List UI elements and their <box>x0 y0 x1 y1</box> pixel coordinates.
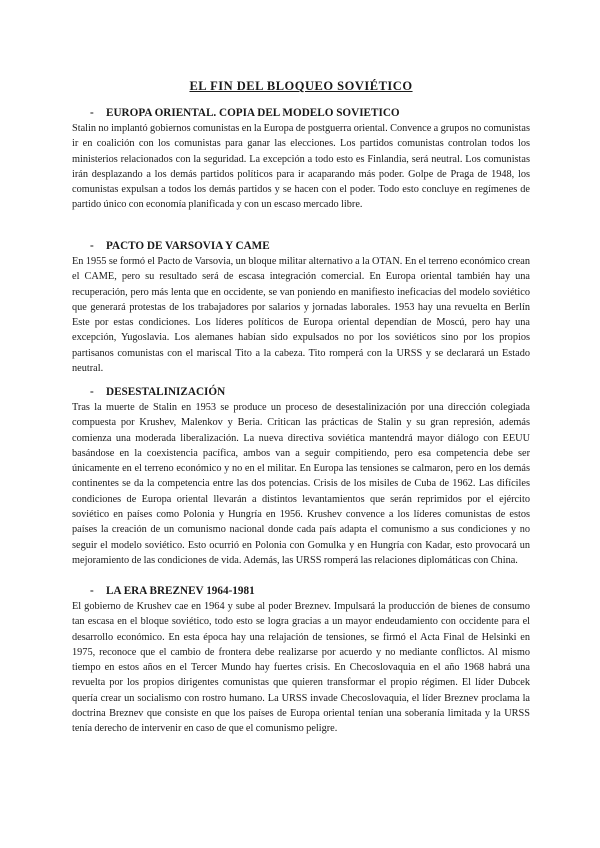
section-heading <box>72 385 530 400</box>
section-europa-oriental <box>72 106 530 213</box>
section-heading <box>72 584 530 599</box>
section-pacto-varsovia <box>72 239 530 376</box>
section-paragraph: En 1955 se formó el Pacto de Varsovia, un bloque militar alternativo a la OTAN. En el terreno económico crean el CAME, pero su resultado será de escasa integración comercial. En Europa oriental también hay una recuperación, pero más lenta que en occidente, se van poniendo en manifiesto ineficacias del modelo soviético que generará protestas de los trabajadores por salarios y jornadas laborales. 1953 hay una revuelta en Berlín Este por estas condiciones. Los líderes políticos de Europa oriental dependían de Moscú, pero hay una excepción, Yugoslavia. Los alemanes habían sido expulsados no por los soviéticos sino por los propios partisanos comunistas con el mariscal Tito a la cabeza. Tito romperá con la URSS y se declarará un Estado neutral. <box>72 256 530 375</box>
section-paragraph: Stalin no implantó gobiernos comunistas en la Europa de postguerra oriental. Convence a grupos no comunistas ir en coalición con los comunistas para ganar las elecciones. Los partidos comunistas controlan todos los ministerios relacionados con la seguridad. La excepción a todo esto es Finlandia, será neutral. Los comunistas irán desplazando a los demás partidos políticos para ir acaparando más poder. Golpe de Praga de 1948, los comunistas expulsan a todos los demás partidos y se hacen con el poder. Todo esto concluye en regímenes de partido único con economía planificada y con un escaso mercado libre. <box>72 123 530 211</box>
section-heading-text: LA ERA BREZNEV 1964-1981 <box>106 585 255 597</box>
section-era-breznev <box>72 584 530 737</box>
bullet-dash: - <box>90 585 94 597</box>
bullet-dash: - <box>90 107 94 119</box>
bullet-dash: - <box>90 240 94 252</box>
section-heading-text: PACTO DE VARSOVIA Y CAME <box>106 240 270 252</box>
section-heading-text: DESESTALINIZACIÓN <box>106 386 226 398</box>
section-heading <box>72 106 530 121</box>
document-title: EL FIN DEL BLOQUEO SOVIÉTICO <box>189 79 413 93</box>
section-heading <box>72 239 530 254</box>
bullet-dash: - <box>90 386 94 398</box>
section-paragraph: El gobierno de Krushev cae en 1964 y sube al poder Breznev. Impulsará la producción de bienes de consumo tan escasa en el bloque soviético, todo esto se logra gracias a un mayor endeudamiento con occidente para el desarrollo económico. En esta época hay una relajación de tensiones, se firmó el Acta Final de Helsinki en 1975, reconoce que el cambio de frontera debe realizarse por acuerdo y no mediante conflictos. Al mismo tiempo en estos años en el Tercer Mundo hay fuertes crisis. En Checoslovaquia en el año 1968 habrá una revuelta por los propios dirigentes comunistas que quieren transformar el propio régimen. El líder Dubcek quería crear un socialismo con rostro humano. La URSS invade Checoslovaquia, el líder Breznev proclama la doctrina Breznev que consiste en que los países de Europa oriental tenían una soberanía limitada y la URSS tenía derecho de intervenir en caso de que el comunismo peligre. <box>72 601 530 735</box>
section-paragraph: Tras la muerte de Stalin en 1953 se produce un proceso de desestalinización por una dirección colegiada compuesta por Krushev, Malenkov y Beria. Critican las prácticas de Stalin y su gran represión, además comienza una moderada liberalización. La nueva directiva soviética mantendrá mayor diálogo con EEUU basándose en la coexistencia pacífica, ambos van a seguir compitiendo, pero esa competencia debe ser únicamente en el terreno económico y no en el militar. En Europa las tensiones se calmaron, pero en los demás continentes se da la competencia entre las dos potencias. Crisis de los misiles de Cuba de 1962. Las difíciles condiciones de Europa oriental llevarán a distintos levantamientos que serán reprimidos por el ejército soviético en países como Polonia y Hungría en 1956. Krushev convence a los líderes comunistas de estos países la creación de un comunismo nacional donde cada país adapta el comunismo a sus condiciones y no seguir el modelo soviético. Esto ocurrió en Polonia con Gomulka y en Hungría con Kadar, esto provocará un mejoramiento de las condiciones de vida. Además, las URSS romperá las relaciones diplomáticas con China. <box>72 402 530 566</box>
section-desestalinizacion <box>72 385 530 568</box>
section-heading-text: EUROPA ORIENTAL. COPIA DEL MODELO SOVIETICO <box>106 107 400 119</box>
